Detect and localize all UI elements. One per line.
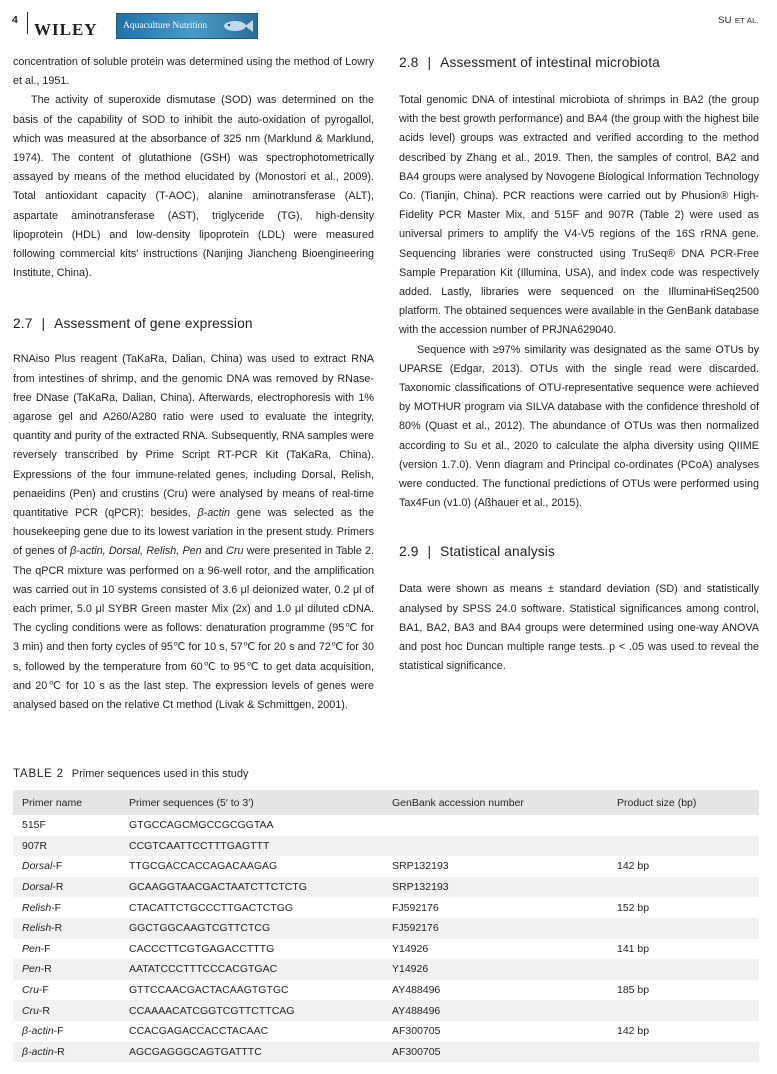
table-row	[13, 980, 759, 1001]
left-column	[13, 53, 374, 715]
table-cell: CCGTCAATTCCTTTGAGTTT	[120, 836, 383, 857]
paragraph: Total genomic DNA of intestinal microbiota of shrimps in BA2 (the group with the best growth performance) and BA4 (the group with the highest bile acids level) groups was extracted and verified according to the method described by Zhang et al., 2019. Then, the samples of control, BA2 and BA4 groups were analysed by Novogene Biological Information Technology Co. (Tianjin, China). PCR reactions were carried out by Phusion® High-Fidelity PCR Master Mix, and 515F and 907R (Table 2) were used as universal primers to amplify the V4-V5 regions of the 16S rRNA gene. Sequencing libraries were constructed using TruSeq® DNA PCR-Free Sample Preparation Kit (Illumina, USA), and index code was respectively added. Lastly, libraries were sequenced on the IlluminaHiSeq2500 platform. The obtained sequences were available in the GenBank database with the accession number of PRJNA629040.	[399, 94, 759, 337]
section-title: Assessment of gene expression	[54, 316, 253, 332]
primer-direction: -R	[38, 1004, 51, 1017]
table-cell: CCAAAACATCGGTCGTTCTTCAG	[120, 1000, 383, 1021]
gene-name: β-actin	[22, 1025, 54, 1038]
table-cell: 515F	[22, 819, 46, 832]
table-row	[13, 836, 759, 857]
table-cell: Y14926	[383, 959, 608, 980]
table-cell: Y14926	[392, 942, 429, 955]
gene-name: Cru	[22, 1004, 39, 1017]
primer-direction: -F	[53, 1025, 64, 1038]
table-cell: SRP132193	[383, 877, 608, 898]
table-row	[13, 1021, 759, 1042]
table-cell	[13, 1021, 120, 1042]
table-cell	[608, 918, 759, 939]
primer-direction: -R	[52, 881, 64, 894]
page-header	[12, 10, 759, 40]
gene-name: Relish	[22, 901, 52, 914]
paragraph: Sequence with ≥97% similarity was designated as the same OTUs by UPARSE (Edgar, 2013). OTUs with the single read were discarded. Taxonomic classifications of OTU-representative sequence were achieved by MOTHUR program via SILVA database with the confidence threshold of 80% (Quast et al., 2012). The abundance of OTUs was then normalized according to Su et al., 2020 to calculate the alpha diversity using QIIME (version 1.7.0). Venn diagram and Principal co-ordinates (PCoA) analyses were conducted. The functional predictions of OTUs were performed using Tax4Fun (v1.0) (Aßhauer et al., 2015).	[399, 343, 759, 510]
table-label: TABLE 2	[13, 768, 64, 780]
table-cell	[13, 980, 120, 1001]
section-heading-2-7: 2.7 | Assessment of gene expression	[13, 316, 253, 332]
right-column	[399, 53, 759, 676]
table-cell	[383, 815, 608, 836]
table-cell	[13, 877, 120, 898]
primer-direction: -R	[51, 922, 63, 935]
table-cell: AGCGAGGGCAGTGATTTC	[120, 1042, 383, 1063]
section-number: 2.8	[399, 55, 419, 70]
paragraph: concentration of soluble protein was determined using the method of Lowry et al., 1951.	[13, 56, 374, 88]
primer-direction: -F	[52, 860, 63, 873]
gene-name: Pen	[22, 942, 41, 955]
section-heading-2-8: 2.8 | Assessment of intestinal microbiota	[399, 55, 660, 70]
table-cell: TTGCGACCACCAGACAAGAG	[129, 860, 278, 873]
primer-table	[13, 790, 759, 1062]
table-cell	[608, 836, 759, 857]
publisher-logo: WILEY	[34, 20, 98, 39]
table-caption	[13, 768, 248, 780]
table-cell: AY488496	[383, 1000, 608, 1021]
gene-name: Relish	[22, 922, 52, 935]
table-row	[13, 856, 759, 877]
table-cell: 142 bp	[617, 1025, 650, 1038]
section-heading-2-9: 2.9 | Statistical analysis	[399, 544, 555, 560]
fish-icon	[220, 17, 254, 35]
table-cell: CCACGAGACCACCTACAAC	[129, 1025, 269, 1038]
table-row	[13, 1000, 759, 1021]
running-head	[718, 15, 759, 26]
table-cell	[13, 939, 120, 960]
table-cell	[383, 836, 608, 857]
table-cell: 141 bp	[617, 942, 650, 955]
paragraph	[13, 350, 374, 715]
section-title: Statistical analysis	[440, 544, 555, 560]
paragraph: The activity of superoxide dismutase (SOD) was determined on the basis of the capability of SOD to inhibit the auto-oxidation of pyrogallol, which was measured at the absorbance of 325 nm (Marklund & Marklund, 1974). The content of glutathione (GSH) was spectrophotometrically assayed by means of the method elucidated by (Monostori et al., 2009). Total antioxidant capacity (T-AOC), alanine aminotransferase (ALT), aspartate aminotransferase (AST), triglyceride (TG), high-density lipoprotein (HDL) and low-density lipoprotein (LDL) were measured following commercial kits' instructions (Nanjing Jiancheng Bioengineering Institute, China).	[13, 94, 374, 280]
table-cell	[13, 856, 120, 877]
table-cell: GTTCCAACGACTACAAGTGTGC	[129, 984, 289, 997]
table-cell	[13, 959, 120, 980]
text-run: Cru	[226, 545, 244, 558]
table-cell: FJ592176	[392, 901, 439, 914]
column-header: Primer sequences (5′ to 3′)	[120, 790, 383, 815]
table-cell: 907R	[13, 836, 120, 857]
text-run: were presented in Table 2. The qPCR mixture was performed on a 96-well rotor, and the amplification was carried out in 10 systems consisted of 3.6 μl deionized water, 0.2 μl of each primer, 5.0 μl SYBR Green master Mix (2x) and 1.0 μl diluted cDNA. The cycling conditions were as follows: denaturation programme (95℃ for 3 min) and then forty cycles of 95℃ for 10 s, 57℃ for 20 s and 72℃ for 30 s, followed by the temperature from 60℃ to 95℃ to get data acquisition, and 20℃ for 10 s as the last step. The expression levels of genes were analysed based on the relative Ct method (Livak & Schmittgen, 2001).	[13, 545, 375, 712]
table-cell	[13, 1042, 120, 1063]
table-cell	[13, 897, 120, 918]
text-run: β-actin, Dorsal, Relish, Pen	[70, 545, 202, 558]
section-number: 2.7	[13, 316, 33, 332]
text-run: RNAiso Plus reagent (TaKaRa, Dalian, China) was used to extract RNA from intestines of shrimp, and the genomic DNA was removed by RNase-free DNase (TaKaRa, Dalian, China). Afterwards, electrophoresis with 1% agarose gel and A260/A280 ratio were used to evaluate the integrity, quantity and purity of the extracted RNA. Subsequently, RNA samples were reversely transcribed by Prime Script RT-PCR Kit (TaKaRa, China). Expressions of the four immune-related genes, including Dorsal, Relish, penaeidins (Pen) and crustins (Cru) were analysed by means of real-time quantitative PCR (qPCR); besides,	[13, 353, 374, 520]
section-number: 2.9	[399, 544, 419, 560]
gene-name: Pen	[22, 963, 41, 976]
table-cell	[608, 1000, 759, 1021]
table-row	[13, 815, 759, 836]
table-caption-text: Primer sequences used in this study	[71, 768, 249, 780]
table-cell: AF300705	[392, 1025, 441, 1038]
text-run: gene was selected as the housekeeping gene due to its lowest variation in the present study. Primers of genes of	[13, 507, 374, 558]
column-header: Product size (bp)	[608, 790, 759, 815]
gene-name: Dorsal	[22, 860, 53, 873]
table-cell	[608, 959, 759, 980]
table-cell: 152 bp	[617, 901, 650, 914]
table-cell: FJ592176	[383, 918, 608, 939]
column-header: Primer name	[13, 790, 120, 815]
running-head-suffix: ET AL.	[734, 16, 759, 25]
table-cell: 185 bp	[617, 984, 650, 997]
primer-direction: -R	[40, 963, 52, 976]
table-cell: AATATCCCTTTCCCACGTGAC	[120, 959, 383, 980]
table-cell: GCAAGGTAACGACTAATCTTCTCTG	[120, 877, 383, 898]
table-cell: 142 bp	[617, 860, 650, 873]
table-cell: CTACATTCTGCCCTTGACTCTGG	[129, 901, 294, 914]
gene-name: Cru	[22, 984, 39, 997]
table-cell: AY488496	[392, 984, 441, 997]
primer-direction: -F	[51, 901, 62, 914]
table-row	[13, 918, 759, 939]
table-row	[13, 959, 759, 980]
primer-direction: -R	[53, 1045, 65, 1058]
table-row	[13, 1042, 759, 1063]
journal-banner	[116, 13, 258, 39]
table-cell	[13, 1000, 120, 1021]
table-cell: GTGCCAGCMGCCGCGGTAA	[129, 819, 274, 832]
text-run: and	[201, 545, 227, 558]
table-cell	[608, 1042, 759, 1063]
section-title: Assessment of intestinal microbiota	[440, 55, 660, 70]
page-number: 4	[12, 14, 18, 26]
gene-name: Dorsal	[22, 881, 53, 894]
table-cell	[608, 815, 759, 836]
table-cell: SRP132193	[392, 860, 449, 873]
journal-title: Aquaculture Nutrition	[123, 21, 208, 31]
column-header: GenBank accession number	[383, 790, 608, 815]
table-cell: CACCCTTCGTGAGACCTTTG	[129, 942, 275, 955]
gene-name: β-actin	[22, 1045, 54, 1058]
table-cell	[13, 918, 120, 939]
table-cell: GGCTGGCAAGTCGTTCTCG	[120, 918, 383, 939]
primer-direction: -F	[38, 984, 49, 997]
header-divider	[27, 12, 28, 34]
running-head-author: SU	[718, 15, 732, 26]
text-run: β-actin	[197, 507, 231, 520]
primer-direction: -F	[40, 942, 51, 955]
paragraph: Data were shown as means ± standard deviation (SD) and statistically analysed by SPSS 24.0 software. Statistical significances among control, BA1, BA2, BA3 and BA4 groups were determined using one-way ANOVA and post hoc Duncan multiple range tests. p < .05 was used to reveal the statistical significance.	[399, 583, 759, 673]
table-body	[13, 815, 759, 1062]
table-row	[13, 939, 759, 960]
table-cell	[608, 877, 759, 898]
table-header-row	[13, 790, 759, 815]
table-row	[13, 897, 759, 918]
table-row	[13, 877, 759, 898]
table-cell: AF300705	[383, 1042, 608, 1063]
